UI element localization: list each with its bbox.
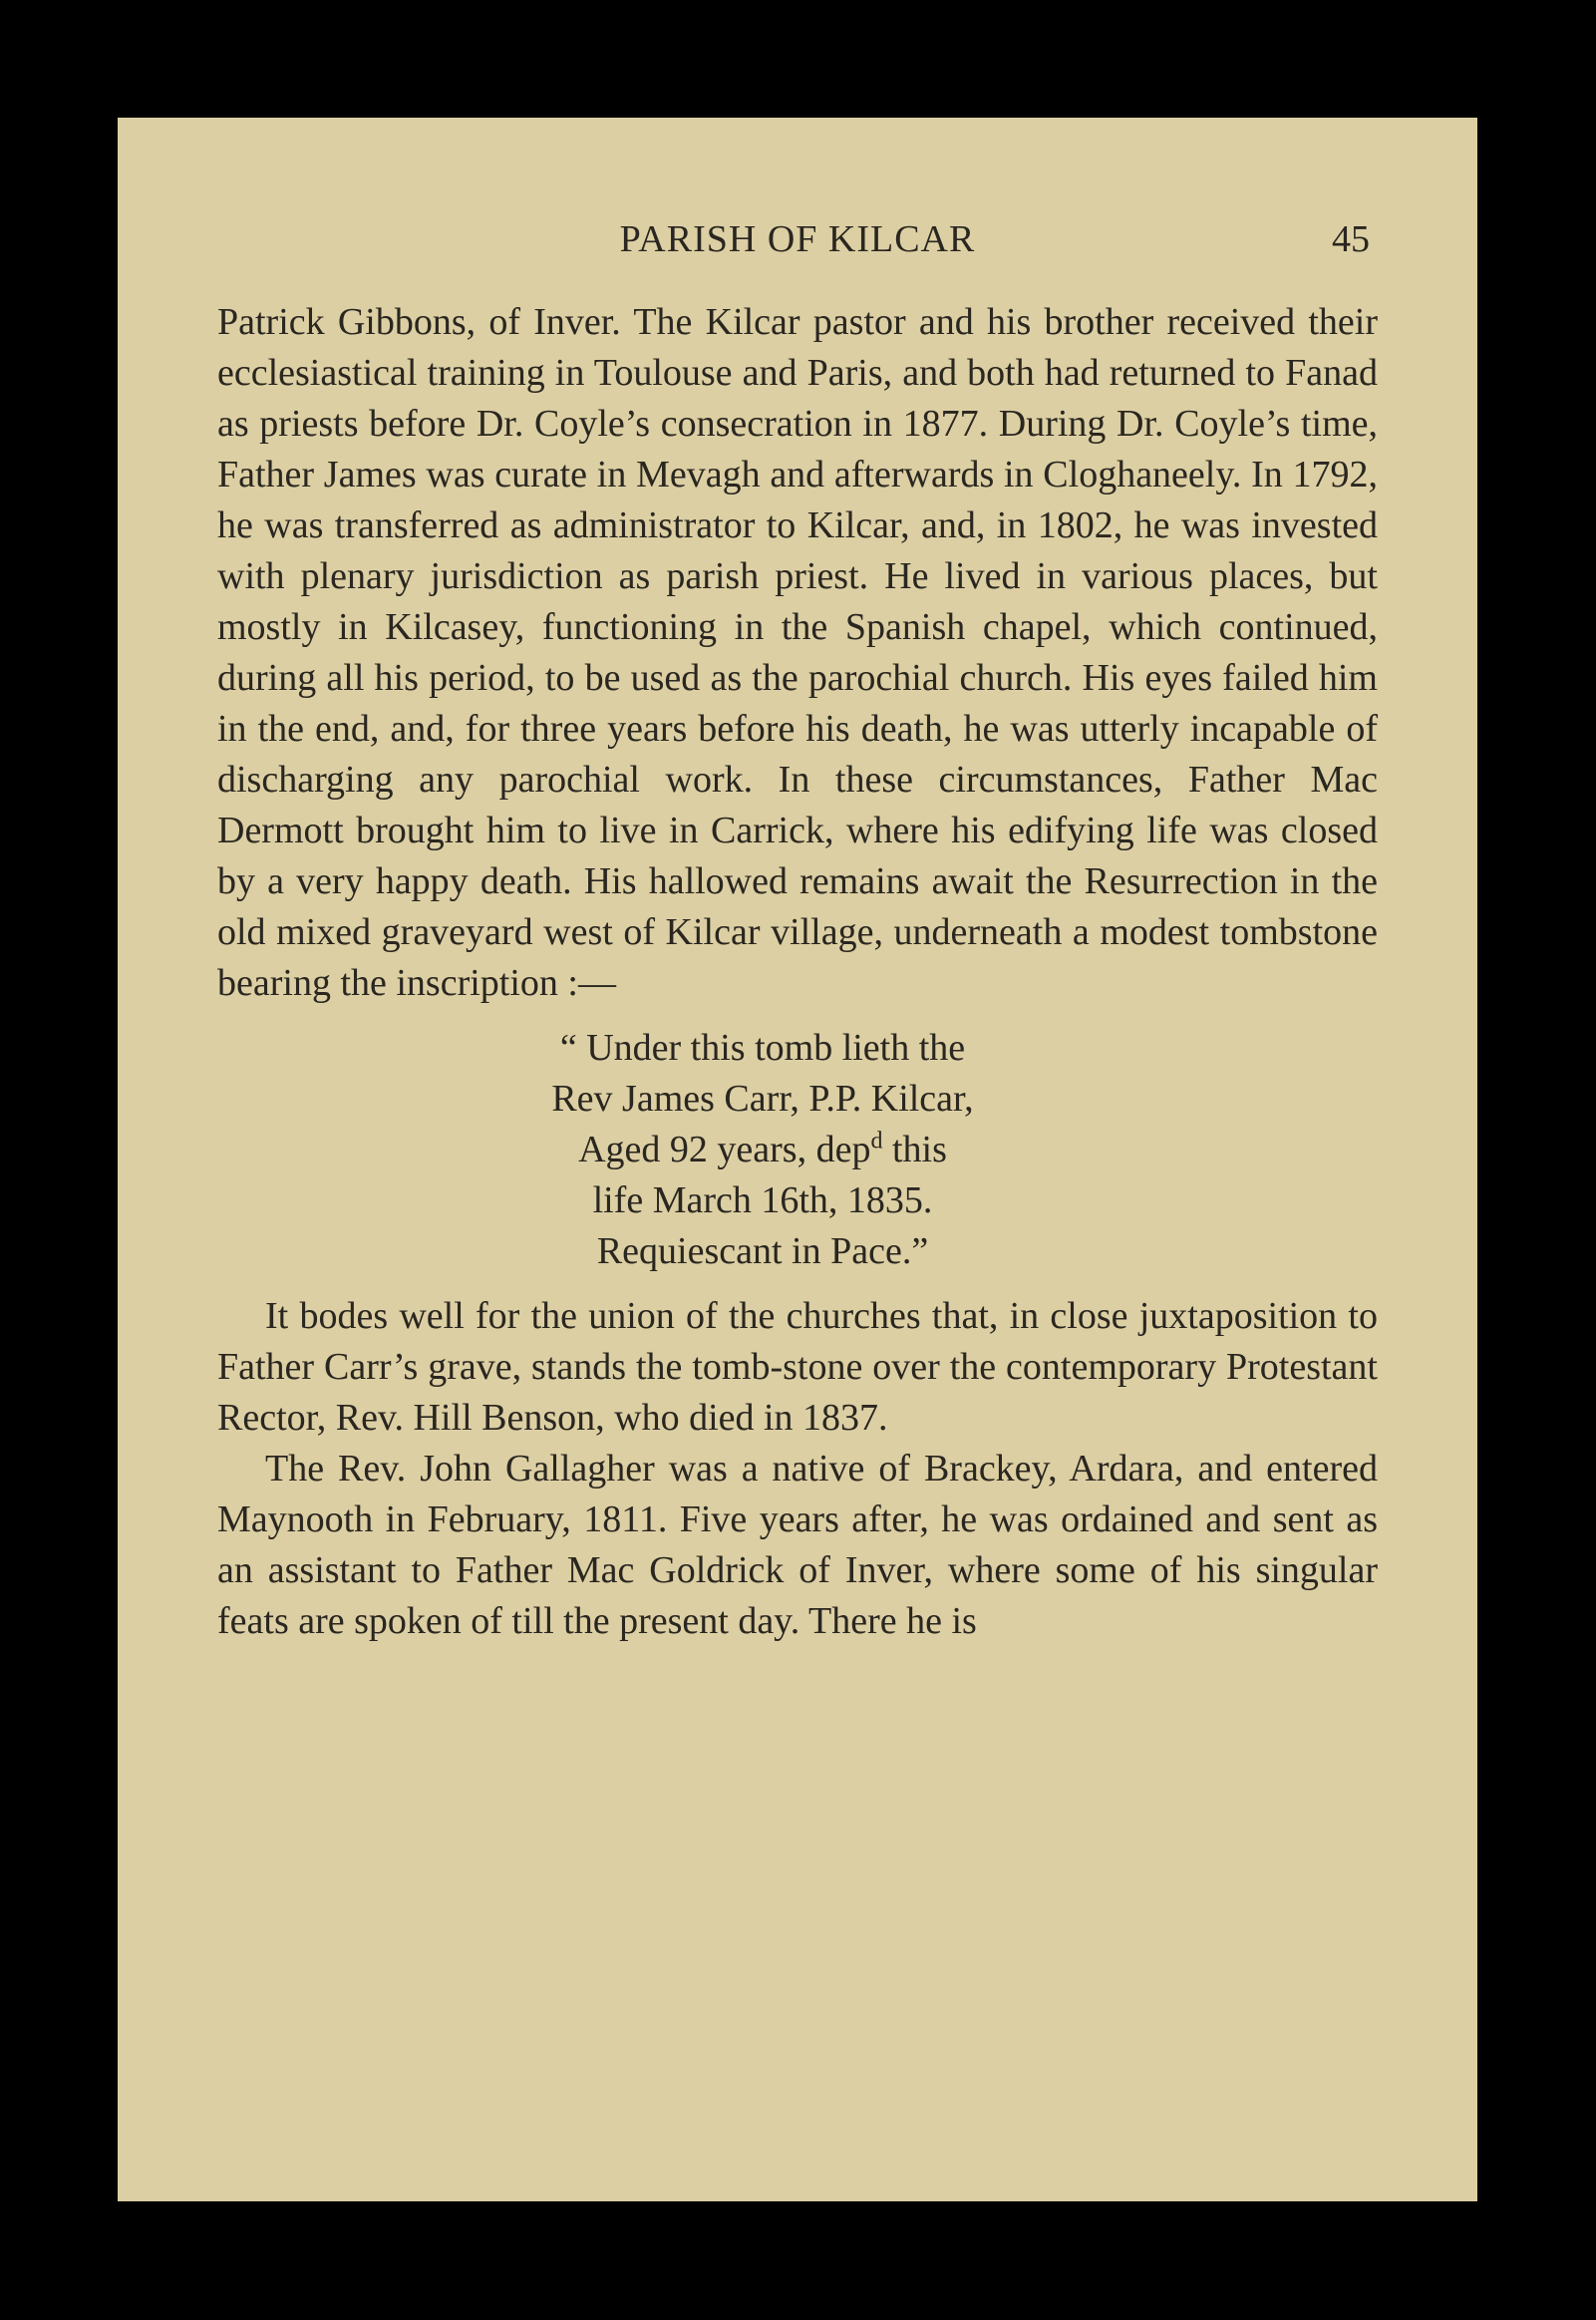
epitaph-inscription [217,1023,1378,1277]
page-header [217,217,1378,277]
paragraph-1: Patrick Gibbons, of Inver. The Kilcar pastor and his brother received their ecclesiastical training in Toulouse and Paris, and both had returned to Fanad as priests before Dr. Coyle’s consecration in 1877. During Dr. Coyle’s time, Father James was curate in Mevagh and afterwards in Cloghaneely. In 1792, he was transferred as administrator to Kilcar, and, in 1802, he was invested with plenary jurisdiction as parish priest. He lived in various places, but mostly in Kilcasey, functioning in the Spanish chapel, which continued, during all his period, to be used as the parochial church. His eyes failed him in the end, and, for three years before his death, he was utterly incapable of discharging any parochial work. In these circumstances, Father Mac Dermott brought him to live in Carrick, where his edifying life was closed by a very happy death. His hallowed remains await the Resurrection in the old mixed graveyard west of Kilcar village, underneath a modest tombstone bearing the inscription :— [217,301,1378,1004]
body-text [217,297,1378,1647]
epitaph-line-2: Rev James Carr, P.P. Kilcar, [551,1078,974,1120]
epitaph-superscript: d [870,1128,883,1155]
epitaph-line-3 [217,1125,1308,1175]
epitaph-line-3-end: this [882,1129,947,1170]
page-number: 45 [1332,218,1370,260]
epitaph-line-3-start: Aged 92 years, dep [578,1129,871,1170]
running-head: PARISH OF KILCAR [619,218,976,260]
book-page [118,118,1477,2201]
epitaph-line-1: “ Under this tomb lieth the [559,1027,966,1069]
epitaph-line-4: life March 16th, 1835. [592,1179,933,1221]
paragraph-3: The Rev. John Gallagher was a native of Brackey, Ardara, and entered Maynooth in February, 1811. Five years after, he was ordained and sent as an assistant to Father Mac Goldrick of Inver, where some of his singular feats are spoken of till the present day. There he is [217,1448,1378,1642]
paragraph-2: It bodes well for the union of the churches that, in close juxtaposition to Father Carr’s grave, stands the tomb-stone over the contemporary Protestant Rector, Rev. Hill Benson, who died in 1837. [217,1295,1378,1439]
epitaph-line-5: Requiescant in Pace.” [596,1230,929,1272]
